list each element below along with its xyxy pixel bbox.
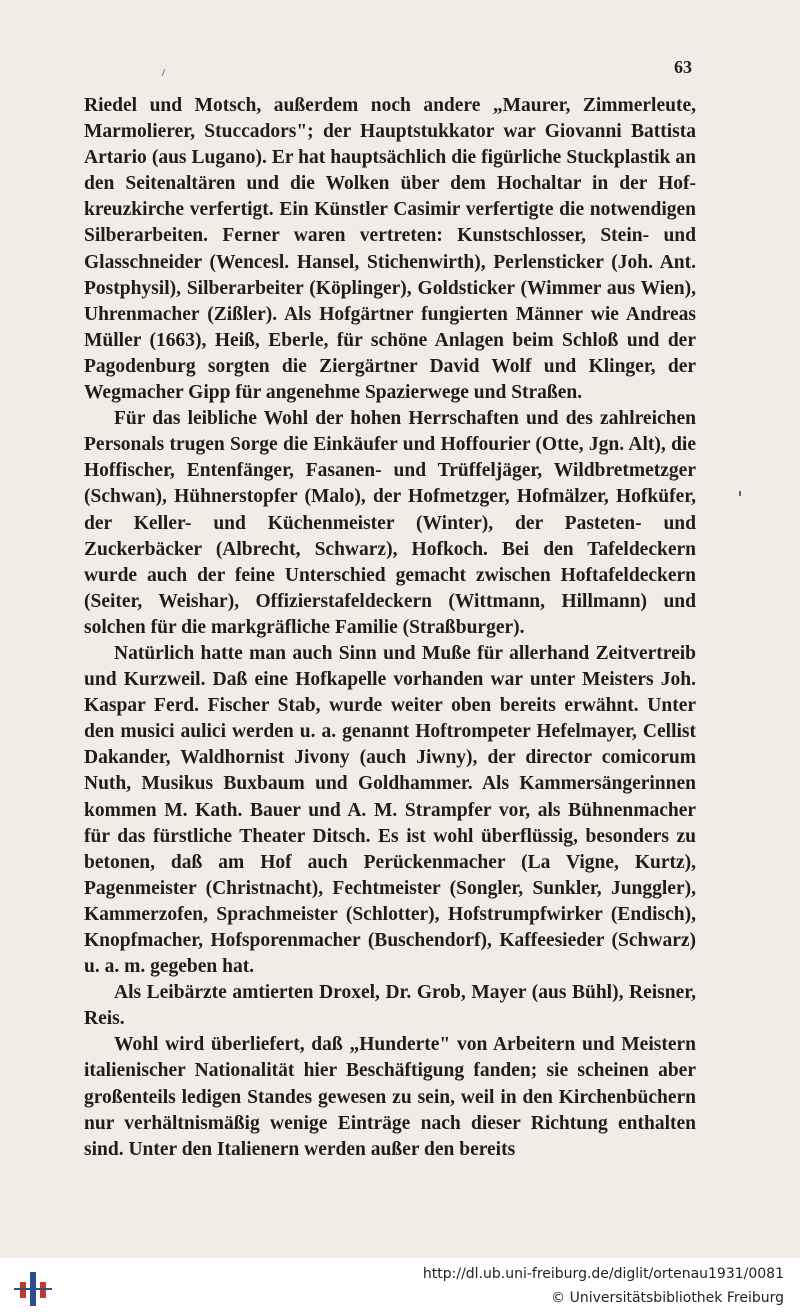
- paragraph: Als Leibärzte amtierten Droxel, Dr. Grob, Mayer (aus Bühl), Reisner, Reis.: [84, 982, 696, 1030]
- paragraph: Natürlich hatte man auch Sinn und Muße für allerhand Zeitvertreib und Kurzweil. Daß eine Hofkapelle vorhanden war unter Meisters Joh. Kaspar Ferd. Fischer Stab, wurde weiter oben bereits erwähnt. Unter den musici aulici werden u. a. genannt Hoftrompeter Hefelmayer, Cellist Dakander, Waldhornist Jivony (auch Jiwny), der director comicorum Nuth, Musikus Buxbaum und Goldhammer. Als Kammersängerinnen kommen M. Kath. Bauer und A. M. Strampfer vor, als Bühnenmacher für das fürstliche Theater Ditsch. Es ist wohl überflüssig, besonders zu betonen, daß am Hof auch Perückenmacher (La Vigne, Kurtz), Pagenmeister (Christnacht), Fechtmeister (Songler, Sunkler, Junggler), Kammerzofen, Sprachmeister (Schlotter), Hofstrumpfwirker (Endisch), Knopfmacher, Hofsporenmacher (Buschendorf), Kaffeesieder (Schwarz) u. a. m. gegeben hat.: [84, 642, 696, 978]
- paragraph: Für das leibliche Wohl der hohen Herrschaften und des zahlreichen Personals trugen Sorge die Einkäufer und Hoffourier (Otte, Jgn. Alt), die Hoffischer, Entenfänger, Fasanen- und Trüffeljäger, Wildbretmetzger (Schwan), Hühnerstopfer (Malo), der Hofmetzger, Hofmälzer, Hofküfer, der Keller- und Küchenmeister (Winter), der Pasteten- und Zuckerbäcker (Albrecht, Schwarz), Hofkoch. Bei den Tafeldeckern wurde auch der feine Unterschied gemacht zwischen Hoftafeldeckern (Seiter, Weishar), Offizierstafeldeckern (Wittmann, Hillmann) und solchen für die markgräfliche Familie (Straßburger).: [84, 408, 696, 638]
- page-number: 63: [674, 57, 692, 77]
- footer-bar: [0, 1258, 800, 1316]
- body-text: [84, 93, 696, 1163]
- paragraph: Riedel und Motsch, außerdem noch andere „Maurer, Zimmerleute, Marmolierer, Stuccadors"; der Hauptstukkator war Giovanni Battista Artario (aus Lugano). Er hat hauptsächlich die figürliche Stuckplastik an den Seitenaltären und die Wolken über dem Hochaltar in der Hofkreuzkirche verfertigt. Ein Künstler Casimir verfertigte die notwendigen Silberarbeiten. Ferner waren vertreten: Kunstschlosser, Stein- und Glasschneider (Wencesl. Hansel, Stichenwirth), Perlensticker (Joh. Ant. Postphysil), Silberarbeiter (Köplinger), Goldsticker (Wimmer aus Wien), Uhrenmacher (Zißler). Als Hofgärtner fungierten Männer wie Andreas Müller (1663), Heiß, Eberle, für schöne Anlagen beim Schloß und der Pagodenburg sorgten die Ziergärtner David Wolf und Klinger, der Wegmacher Gipp für angenehme Spazierwege und Straßen.: [84, 95, 696, 404]
- stray-mark: [739, 491, 741, 496]
- library-logo-icon: [14, 1268, 54, 1310]
- stray-mark: [162, 69, 165, 76]
- paragraph: Wohl wird überliefert, daß „Hunderte" von Arbeitern und Meistern italienischer Nationalität hier Beschäftigung fanden; sie scheinen aber großenteils ledigen Standes gewesen zu sein, weil in den Kirchenbüchern nur verhältnismäßig wenige Einträge nach dieser Richtung enthalten sind. Unter den Italienern werden außer den bereits: [84, 1034, 696, 1160]
- source-url-link[interactable]: http://dl.ub.uni-freiburg.de/diglit/ortenau1931/0081: [422, 1266, 784, 1282]
- copyright-text: © Universitätsbibliothek Freiburg: [551, 1290, 784, 1306]
